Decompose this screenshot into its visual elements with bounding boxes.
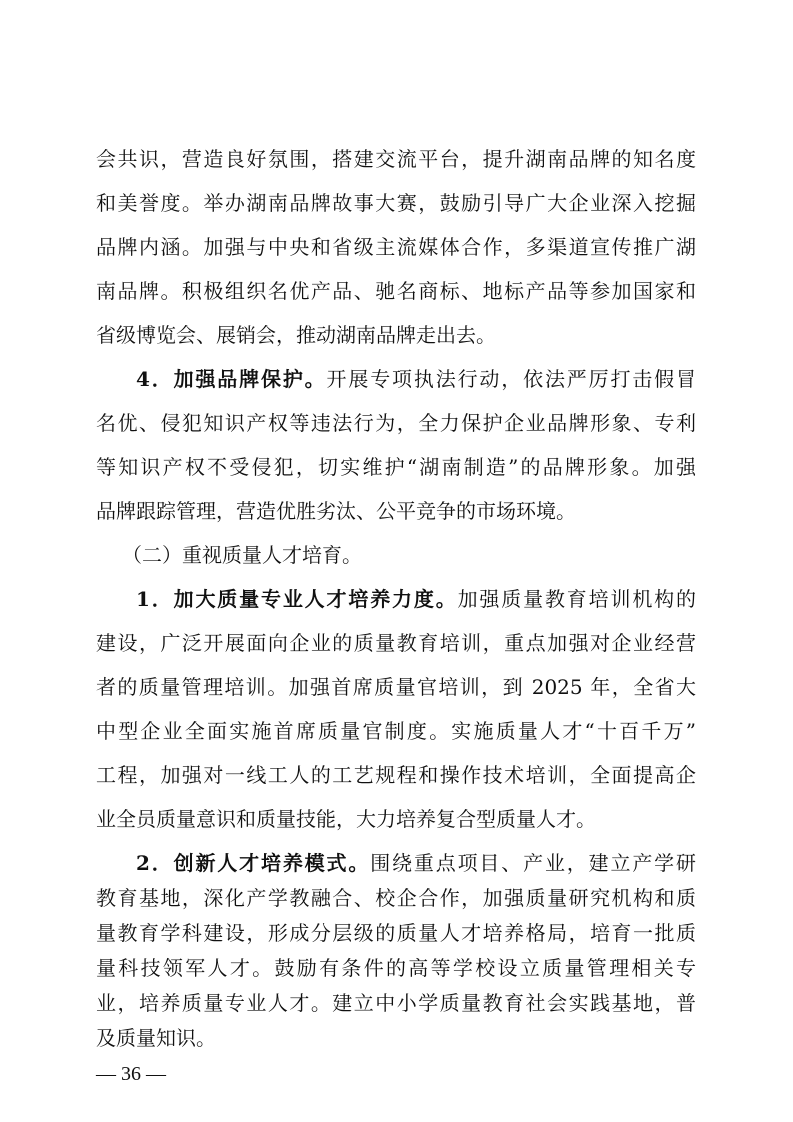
paragraph-line: 教育基地，深化产学教融合、校企合作，加强质量研究机构和质 xyxy=(96,886,696,910)
paragraph-line: 名优、侵犯知识产权等违法行为，全力保护企业品牌形象、专利 xyxy=(96,411,696,435)
paragraph-line: 工程，加强对一线工人的工艺规程和操作技术培训，全面提高企 xyxy=(96,763,696,787)
paragraph-lead-heading: 2．创新人才培养模式。 xyxy=(136,851,371,875)
paragraph-first-line xyxy=(136,364,696,394)
paragraph-line: 者的质量管理培训。加强首席质量官培训，到 2025 年，全省大 xyxy=(96,675,696,699)
paragraph-line: 省级博览会、展销会，推动湖南品牌走出去。 xyxy=(96,323,496,347)
paragraph-line: 业，培养质量专业人才。建立中小学质量教育社会实践基地，普 xyxy=(96,991,696,1015)
paragraph-line: 南品牌。积极组织名优产品、驰名商标、地标产品等参加国家和 xyxy=(96,279,696,303)
paragraph-first-line xyxy=(136,584,696,614)
section-heading: （二）重视质量人才培育。 xyxy=(122,543,362,567)
paragraph-line: 中型企业全面实施首席质量官制度。实施质量人才“十百千万” xyxy=(96,719,696,743)
paragraph-line: 量教育学科建设，形成分层级的质量人才培养格局，培育一批质 xyxy=(96,921,696,945)
paragraph-text: 加强质量教育培训机构的 xyxy=(457,587,697,611)
paragraph-line: 建设，广泛开展面向企业的质量教育培训，重点加强对企业经营 xyxy=(96,631,696,655)
paragraph-text: 围绕重点项目、产业，建立产学研 xyxy=(370,851,697,875)
page-number: — 36 — xyxy=(96,1063,166,1085)
paragraph-line: 等知识产权不受侵犯，切实维护“湖南制造”的品牌形象。加强 xyxy=(96,455,696,479)
paragraph-line: 及质量知识。 xyxy=(96,1026,216,1050)
paragraph-line: 和美誉度。举办湖南品牌故事大赛，鼓励引导广大企业深入挖掘 xyxy=(96,191,696,215)
paragraph-line: 量科技领军人才。鼓励有条件的高等学校设立质量管理相关专 xyxy=(96,956,696,980)
paragraph-line: 品牌跟踪管理，营造优胜劣汰、公平竞争的市场环境。 xyxy=(96,499,576,523)
paragraph-lead-heading: 4．加强品牌保护。 xyxy=(136,367,327,391)
paragraph-text: 开展专项执法行动，依法严厉打击假冒 xyxy=(326,367,697,391)
paragraph-line: 品牌内涵。加强与中央和省级主流媒体合作，多渠道宣传推广湖 xyxy=(96,235,696,259)
paragraph-lead-heading: 1．加大质量专业人才培养力度。 xyxy=(136,587,458,611)
paragraph-first-line xyxy=(136,848,696,878)
paragraph-line: 会共识，营造良好氛围，搭建交流平台，提升湖南品牌的知名度 xyxy=(96,147,696,171)
paragraph-line: 业全员质量意识和质量技能，大力培养复合型质量人才。 xyxy=(96,807,596,831)
